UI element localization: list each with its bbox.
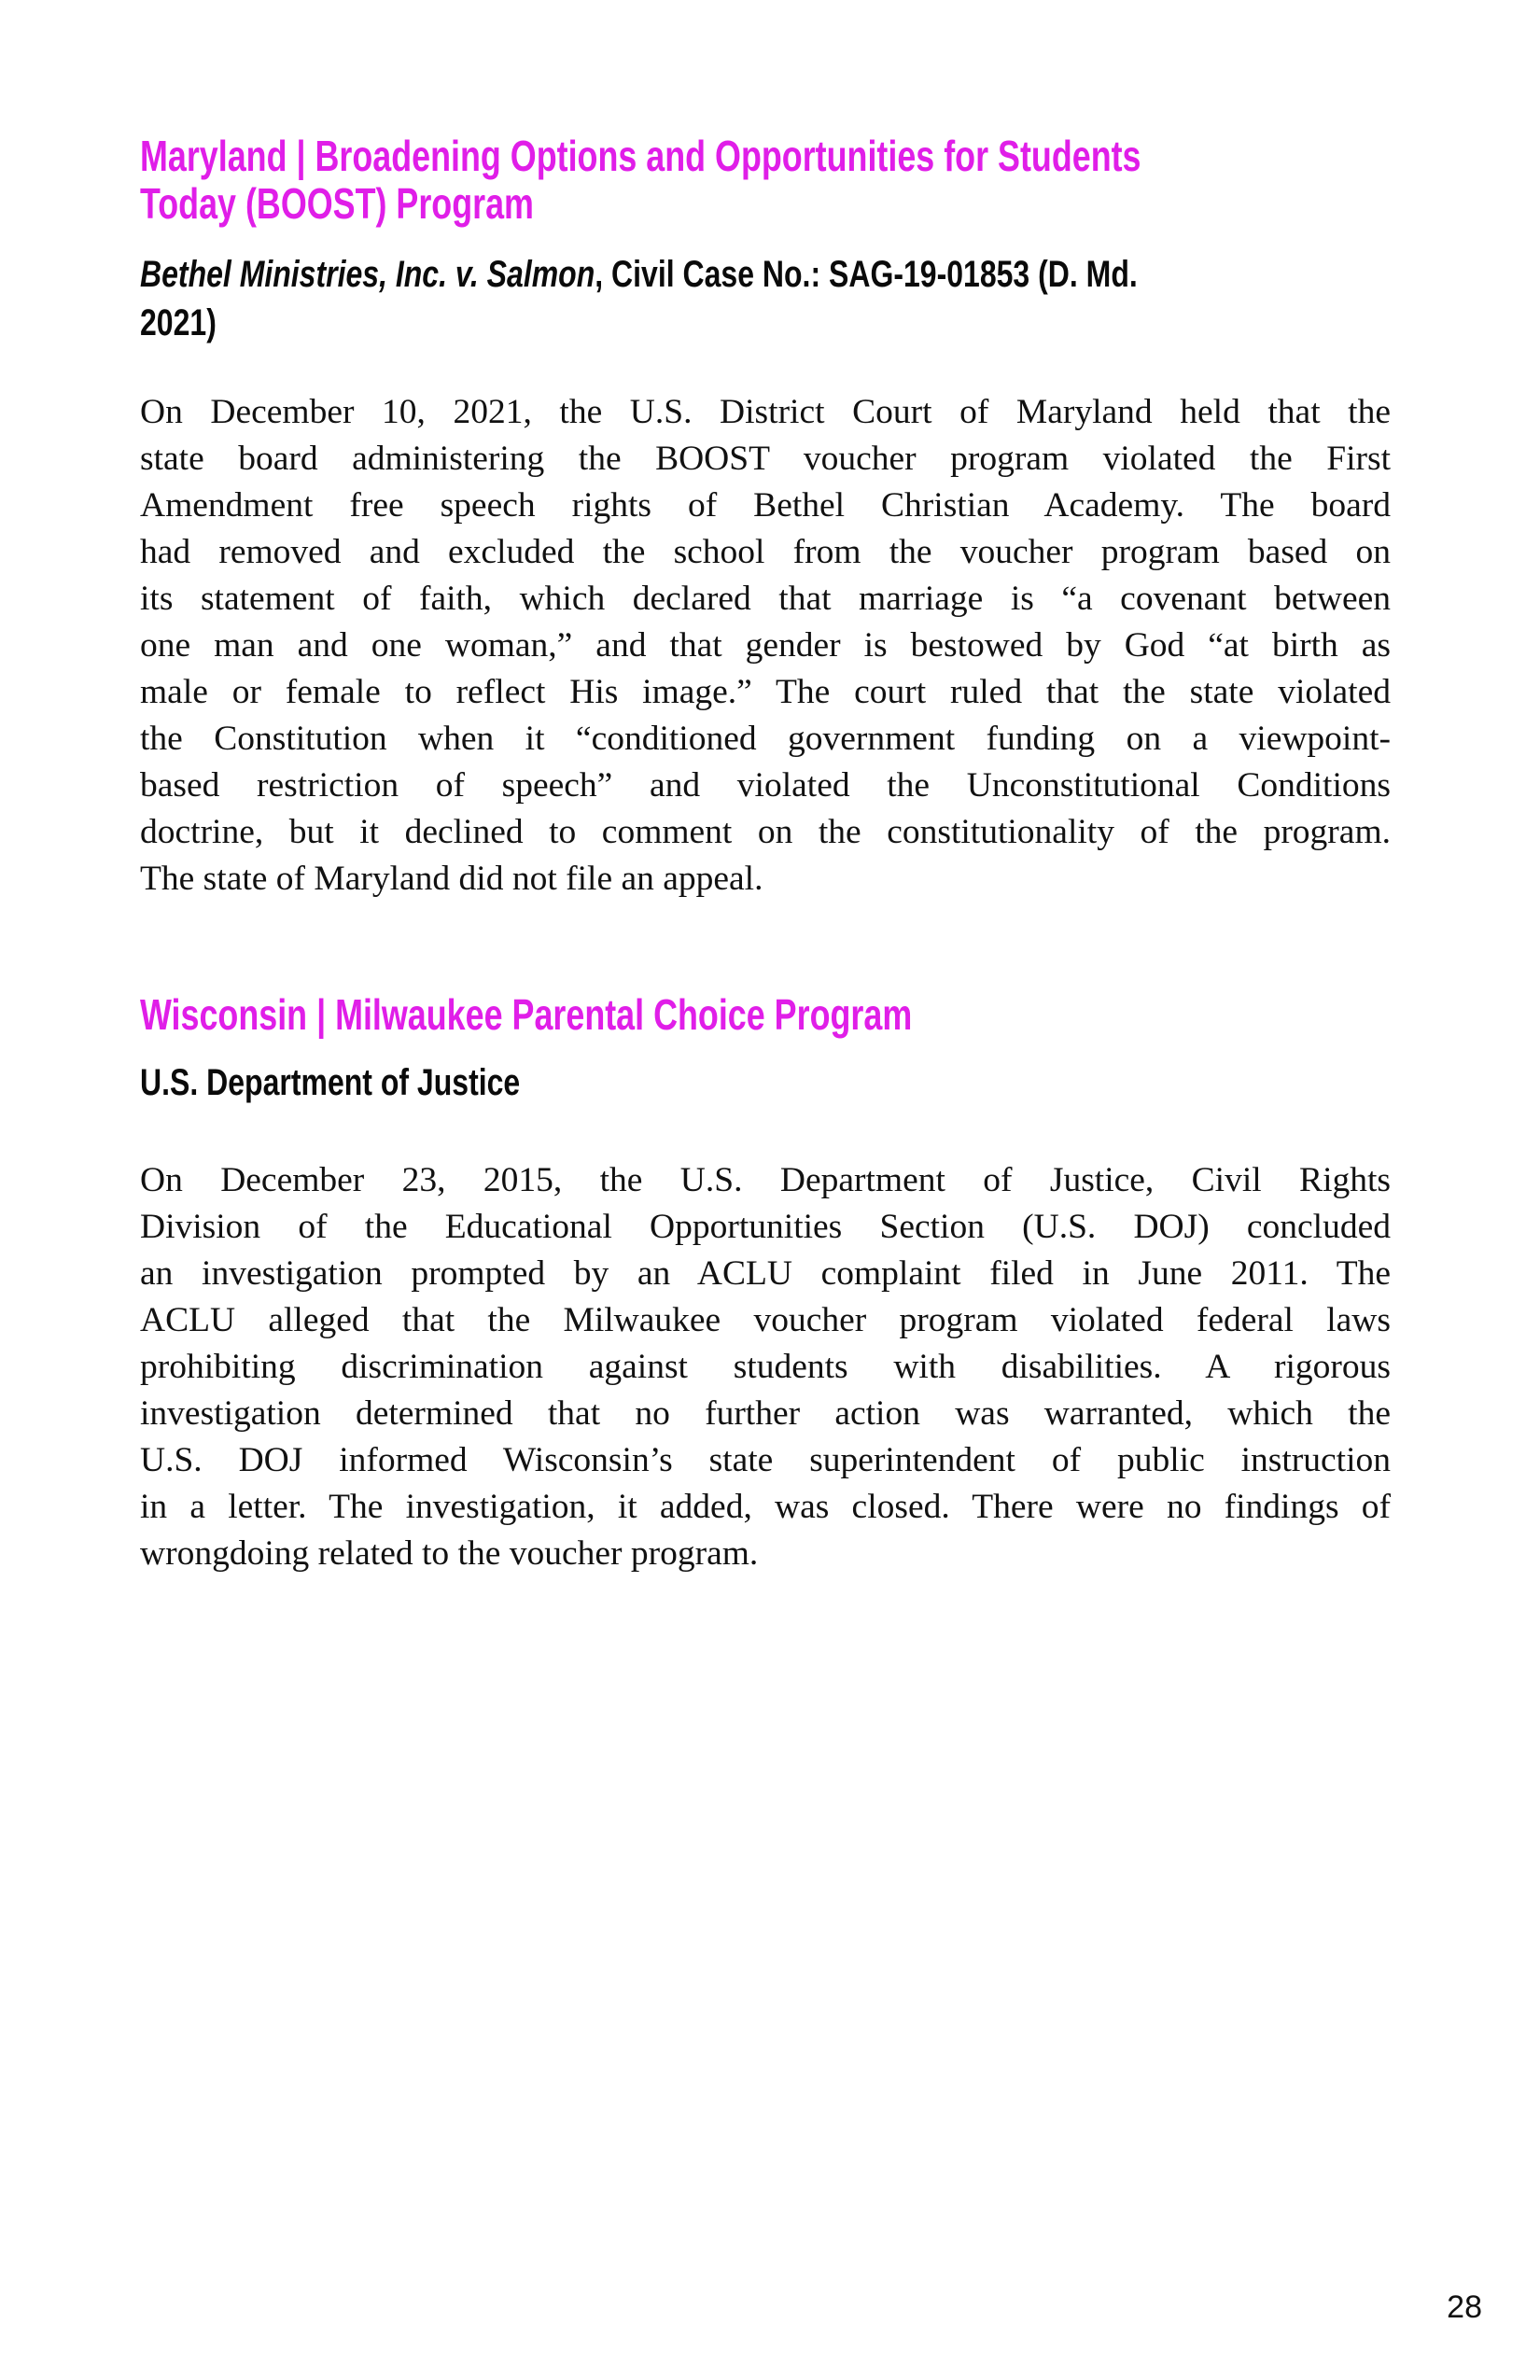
subheading-text: U.S. Department of Justice	[140, 1062, 521, 1103]
section-subheading	[140, 1058, 615, 1107]
paragraph-line: the Constitution when it “conditioned government funding on a viewpoint-	[140, 720, 1391, 758]
paragraph-line: The state of Maryland did not file an appeal.	[140, 860, 763, 898]
section-heading-wisconsin	[140, 991, 1130, 1039]
paragraph-line: an investigation prompted by an ACLU complaint filed in June 2011. The	[140, 1254, 1391, 1293]
paragraph-line: Division of the Educational Opportunities Section (U.S. DOJ) concluded	[140, 1208, 1391, 1246]
paragraph-line: investigation determined that no further action was warranted, which the	[140, 1394, 1391, 1433]
citation-line-2: 2021)	[140, 302, 217, 343]
page-number: 28	[1447, 2289, 1482, 2325]
paragraph-line: one man and one woman,” and that gender is bestowed by God “at birth as	[140, 626, 1391, 665]
heading-line: Wisconsin | Milwaukee Parental Choice Program	[140, 990, 913, 1039]
section-heading-maryland	[140, 133, 1423, 228]
paragraph-line: its statement of faith, which declared that marriage is “a covenant between	[140, 580, 1391, 618]
paragraph-line: state board administering the BOOST voucher program violated the First	[140, 440, 1391, 478]
case-number: , Civil Case No.: SAG-19-01853 (D. Md.	[595, 254, 1138, 295]
paragraph-line: U.S. DOJ informed Wisconsin’s state superintendent of public instruction	[140, 1441, 1391, 1479]
paragraph-line: On December 10, 2021, the U.S. District Court of Maryland held that the	[140, 393, 1391, 431]
paragraph-line: based restriction of speech” and violated the Unconstitutional Conditions	[140, 766, 1391, 805]
heading-line: Today (BOOST) Program	[140, 179, 534, 228]
heading-line: Maryland | Broadening Options and Opportunities for Students	[140, 132, 1141, 180]
case-name: Bethel Ministries, Inc. v. Salmon	[140, 254, 595, 295]
paragraph-line: doctrine, but it declined to comment on the constitutionality of the program.	[140, 813, 1391, 851]
paragraph-line: On December 23, 2015, the U.S. Department of Justice, Civil Rights	[140, 1161, 1391, 1199]
body-paragraph-maryland	[140, 389, 1391, 903]
case-citation	[140, 250, 1387, 347]
paragraph-line: in a letter. The investigation, it added, was closed. There were no findings of	[140, 1488, 1391, 1526]
paragraph-line: Amendment free speech rights of Bethel Christian Academy. The board	[140, 486, 1391, 525]
paragraph-line: male or female to reflect His image.” The court ruled that the state violated	[140, 673, 1391, 711]
paragraph-line: ACLU alleged that the Milwaukee voucher program violated federal laws	[140, 1301, 1391, 1339]
paragraph-line: prohibiting discrimination against students with disabilities. A rigorous	[140, 1348, 1391, 1386]
citation-line-1	[140, 250, 1138, 299]
paragraph-line: had removed and excluded the school from the voucher program based on	[140, 533, 1391, 571]
paragraph-line: wrongdoing related to the voucher program.	[140, 1534, 759, 1573]
body-paragraph-wisconsin	[140, 1157, 1391, 1577]
